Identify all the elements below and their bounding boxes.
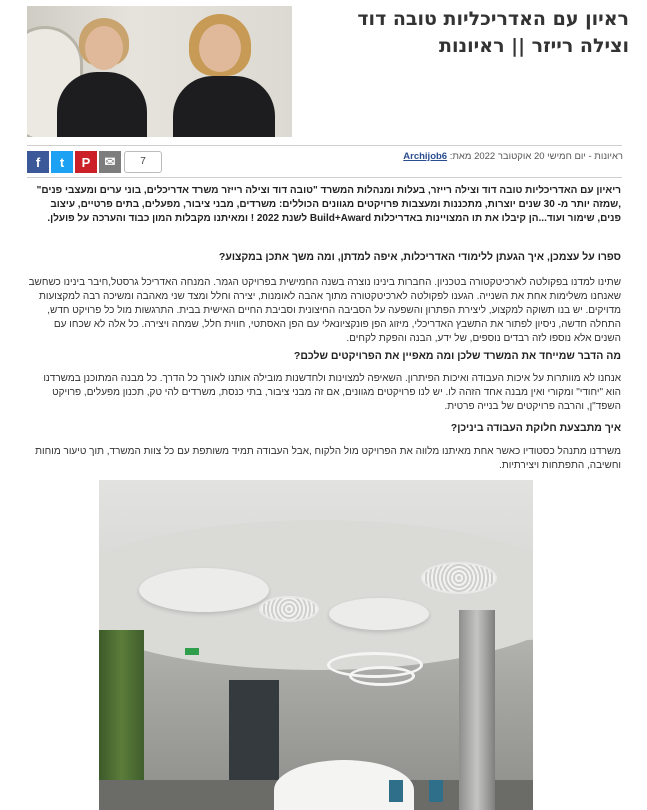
share-bar <box>27 151 121 173</box>
answer-2: אנחנו לא מוותרות על איכות העבודה ואיכות הפיתרון. השאיפה למצוינות ולחדשנות מובילה אותנו לאורך כל הדרך. כל מבנה המתוכנן במשרדנו הוא "יחודי" ומקורי ואין מבנה אחד הזהה לו. יש לנו פרויקטים מגוונים, אם זה מבני ציבור, בתי כנסת, משרדים להי טק, תכנון מפעלים, פרויקט השפד"ן, והרבה פרויקטים של בנייה פרטית. <box>43 373 621 412</box>
pinterest-share-button[interactable] <box>75 151 97 173</box>
email-share-button[interactable] <box>99 151 121 173</box>
share-count: 7 <box>124 151 162 173</box>
twitter-icon: t <box>59 154 65 170</box>
answer-3: משרדנו מתנהל כסטודיו כאשר אחת מאיתנו מלווה את הפרויקט מול הלקוח ,אבל העבודה תמיד משותפת עם כל צוות המשרד, תוך טיעור מוחות וחשיבה, התפתחות ויצירתיות. <box>35 446 621 471</box>
author-link[interactable]: Archijob6 <box>403 151 448 162</box>
person-left <box>49 6 159 137</box>
article-date: ראיונות - יום חמישי 20 אוקטובר 2022 מאת: <box>449 151 623 162</box>
facebook-icon: f <box>35 154 41 170</box>
question-1: ספרו על עצמכן, איך הגעתן ללימודי האדריכלות, איפה למדתן, ומה משך אתכן במקצוע? <box>218 251 621 263</box>
exit-sign <box>185 648 199 655</box>
meta-divider <box>27 177 622 178</box>
person-right <box>167 6 287 137</box>
question-2: מה הדבר שמייחד את המשרד שלכן ומה מאפיין את הפרויקטים שלכם? <box>293 350 621 362</box>
email-icon: ✉ <box>104 154 116 169</box>
article-title: ראיון עם האדריכליות טובה דוד וצילה רייזר || ראיונות <box>357 8 629 57</box>
answer-1: שתינו למדנו בפקולטה לארכיטקטורה בטכניון. החברות בינינו נוצרה בשנה החמישית בפרויקט הגמר. המנחה האדריכל גרסטל,חיבר בינינו כשחשב שאנחנו משלימות אחת את השנייה. הגענו לפקולטה לארכיטקטורה מתוך אהבה לאומנות, יצירה וחלל ומצד שני מאהבה ומשיכה רבה למקצועות מדויקים. יש בנו תשוקה למקצוע, ליצירת הפתרון והשפעה על הסביבה החיצונית וסביבת החיים האישית בבית. התרגשות מול כל פרויקט חדש, התחלה חדשה, ניסיון לפתור את התשבץ האדריכלי, מיזוג הפן פונקציונאלי עם הפן האסתטי, חווית חלל, שמחה ויצירה. כל אלה לא שכחו עם השנים אלא נוספו לזה רבדים נוספים, של ידע, הבנה והפקת לקחים. <box>28 277 621 344</box>
article-lead: ריאיון עם האדריכליות טובה דוד וצילה רייזר, בעלות ומנהלות המשרד "טובה דוד וצילה רייזר משרד אדריכלים, בוני ערים ומעצבי פנים" ,שמזה יותר מ- 30 שנים יוצרות, מתכננות ומעצבות פרויקטים מגוונים הכוללים: משרדים, מבני ציבור, מפעלים, בתים פרטיים, עיצוב פנים, שימור ועוד...הן קיבלו את תו המצויינות באדריכלות Build+Award לשנת 2022 ! ומאיתנו מקבלות המון כבוד והערכה על פועלן. <box>36 185 621 224</box>
facebook-share-button[interactable] <box>27 151 49 173</box>
pinterest-icon: P <box>81 154 91 170</box>
article-meta <box>403 151 623 162</box>
question-3: איך מתבצעת חלוקת העבודה ביניכן? <box>450 422 621 434</box>
architects-photo <box>27 6 292 137</box>
twitter-share-button[interactable] <box>51 151 73 173</box>
office-interior-photo <box>99 480 533 810</box>
top-divider <box>27 145 622 146</box>
